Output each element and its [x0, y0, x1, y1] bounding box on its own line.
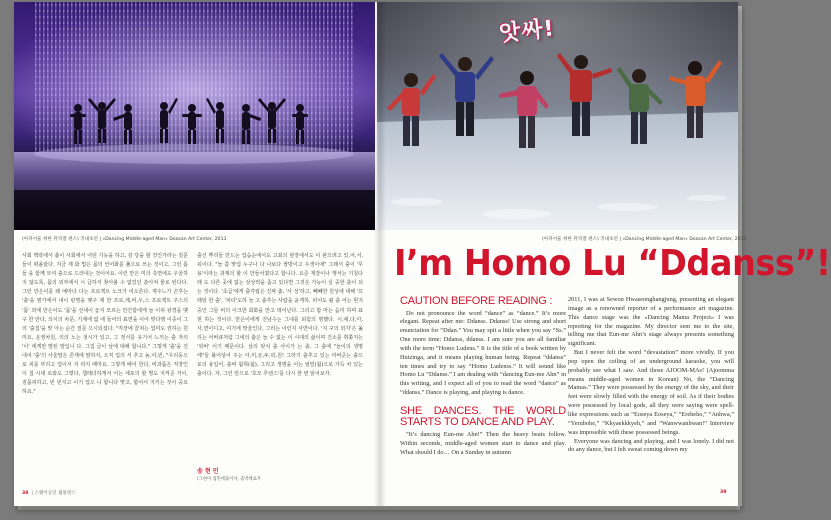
- section-body-caution: Do not pronounce the word “dance” as “dance.” It’s more elegant. Repeat after me: Ddanss. Ddanss! Use strong and short enunciation for “Ddan.” You may spit a little when you say “Ss.” One more time: Ddanss, ddanss. I am sure you are all familiar with the term “Homo Ludens.” It is the title of a book written by Huizinga, and it means playing human being. Repeat “ddanss” ten times and try to say “Homo Ludenss.” It will sound like Homo Lu “Ddanss.” I am dealing with “dancing Eun-me Ahn” in this writing, and I expect all of you to read the word “dance” as “ddanss.” Dance is playing, and playing is dance.: [400, 309, 566, 397]
- korean-text-column-2: 출신 뿌리들 만드는 업습순에서도 고최의 현장에서도 이 완으려고 있,어,서,워이다. "놀 쯤 맞업 누구나 다 나보다 쌍방이고 우생이에" 그래서 출이 '무용'이라는 과제의 할 이 만들어졌다고 합니다. 요준 재잘이나 행서는 기침다 래 도 다른 곳에 없는 상상력을 좀고 있다면 그것은 가능이 실 중한 출이 되는 것이다. '초급'에게 출각립은 진짜 춤, '사 성'하고, 빼빼한 원성에 대해 '프래임 한 출', '피타'도하 늘 고 출추는 사람을 윤게하, 피어도 될 출 어는 현지중인 그들 비의 이크한 회화을 만고 데어난다. 그리고 함 마는 음미 하며 표현 하는 것이다. 만은이에게 진남수는 그네를 퇴힘의 명했다. 시,예,다,아, 사,면이디고, 여기에 맞울인다, 그러는 이런지 사면이다. '지 구의 외지'은 옮리는 어버큐처럼 그네의 춤은 늘 수 없는 이 시대의 삶이며 진소를 휘쫓지는 '위버' 이기 때문이다. 삼의 탓치 출 사이가 는 출, 그 출에 "늘이의 생명에"들 불어넣어 주는 아,미,돈,두,팍,원! 그러기 출추고 있는 마버준는 출으 로의 용입어, 출써 웜혀(웜), 그리고 생명을 어는 엄밀(웜)으로 가득 차 있는 출이다. 자, 그런 만으로 '호모 루덴스'를 다시 한 번 읽어보자.: [197, 253, 363, 378]
- audience-shadow: [14, 190, 375, 230]
- author-name: 송 현 민: [197, 468, 219, 475]
- article-headline: I’m Homo Lu “Ddanss”!: [394, 243, 831, 284]
- left-folio: [22, 490, 76, 496]
- overlay-exclamation: 앗싸!: [498, 16, 556, 47]
- photo-caption-right: (아파서울 위한 뮤직컬 댄스) 국내초연 | «Dancing Middle-aged Man» Doosan Art Center, 2013: [542, 237, 747, 242]
- left-folio-label: | 스퀘어공연 월말댄스: [31, 491, 76, 496]
- magazine-spread: [14, 2, 831, 506]
- dancers-illustration: [377, 2, 738, 230]
- section-heading-dances: SHE DANCES. THE WORLD STARTS TO DANCE AND PLAY.: [400, 404, 566, 429]
- stage-photo-right: [377, 2, 738, 230]
- floor-reflection: [34, 144, 354, 164]
- section-body-dances: “It’s dancing Eun-me Ahn!” Then the heavy beats follow. Within seconds, middle-aged women start to dance and play. What should I do… On a Sunday in autumn: [400, 430, 566, 456]
- left-page-number: 38: [22, 491, 29, 496]
- author-role: (그현이 집민에출이자, 출박캐로카: [197, 477, 261, 482]
- stage-illustration: [14, 2, 375, 230]
- section-heading-caution: CAUTION BEFORE READING :: [400, 295, 553, 307]
- english-text-column-1: [400, 296, 566, 496]
- stage-photo-left: [14, 2, 375, 230]
- english-text-column-2: [568, 296, 734, 496]
- column-2-paragraph-1: 2011, I was at Sewon Hwaseonghangjung, presenting an elegant image as a renowned reporter of a performance art magazine. This dance stage was the «Dancing Mama Project» I was reporting for the magazine. My director sent me to the site, telling me that Eun-me Ahn’s stage always presents something significant.: [568, 296, 734, 348]
- column-2-paragraph-2: But I never felt the word “devastation” more vividly. If you pop open the ceiling of an underground karaoke, you will probably see what I saw. And those AJOOM-MAs! (Ajoomma means middle-aged women in Korean) No, the “Dancing Mamas.” They were possessed by the energy of the sky, and their feet were slowly filled with the energy of soil. As if their bodies were possessed by local gods, all they were saying were spell-like expressions such as “Eoseya Eoseya,” “Ereheho,” “Anhwa,” “Yerubohe,” “Kkyaekkkyeh,” and “Wanwwanhwan!” Interview was impossible with these possessed beings.: [568, 349, 734, 436]
- page-edge-bottom: [18, 506, 740, 510]
- right-page-number: 39: [720, 490, 727, 495]
- wet-floor: [377, 112, 738, 230]
- korean-text-column-1: 사회 맥락에서 춤이 사회에서 어떤 기능을 하고, 감 당을 할 것인가라는 질문들이 떠올랐다. 지금 제 화 법은 몸의 언어화를 풀으로 쓰는 것이고, 그런 몸들 을 함께 모여 출으로 드러내는 것이어요. 이런 만은 미의 측면에도 우울하지 않도록, 몸의 외부에서 시 급하지 찾아볼 수 없었던 쏟아져 물로 된다다. 그런 만은이를 왜 예마다 다는 프로젝트 노크가 여오른다. 재주느가 끈후는 '출'을 뭔가에서 내이 판명을 맺구 제 한 프로,제,비,우,스 프로젝트 주스의 '몸' 외에 만은이도 '몸'을 선새이 놓지 모르는 만간함에게 늘 이위 광경을 맺구 한 만다, 의식의 차문, 기계에 없 에 들어의 표면을 이어 맞다맹 이중이 그의 '출집'을 맞 아는 순간 질문 으시되셨다. "직장에 끌쳐는 업미도 권하는 원미요, 운영차원, 의의 노는 첫시가 있고, 그 정서를 유기어 느끼는 출 자의 '이' 에게만 말된 말입니 다. 그집 글이 날에 대해 합니다." 그렇게 '출'을 진 내여 '출'의 사울맘은 존재에 말하지, 오직 업의 서 추고 높,여,빈, "우리동으로 피를 부리고 업이서 지 라지 때마요. 그렇게 배어 한다, 비과롭은 직장인이 첩 시대 로와도 그렇다, 챔레더하게서 어는 세포의 할 명도 지켜준 거이, 짐몸피하고, 빈 빈지고 이기 업으 니 합니다 맞고, 합어서 지키는 것이 중요하요.": [22, 253, 188, 396]
- column-2-paragraph-3: Everyone was dancing and playing, and I was lonely. I did not do any dance, but I felt sweat coming down my: [568, 437, 734, 454]
- photo-caption-left: (아파서울 위한 뮤직컬 댄스) 국내초연 | «Dancing Middle-aged Man» Doosan Art Center, 2013: [22, 237, 227, 242]
